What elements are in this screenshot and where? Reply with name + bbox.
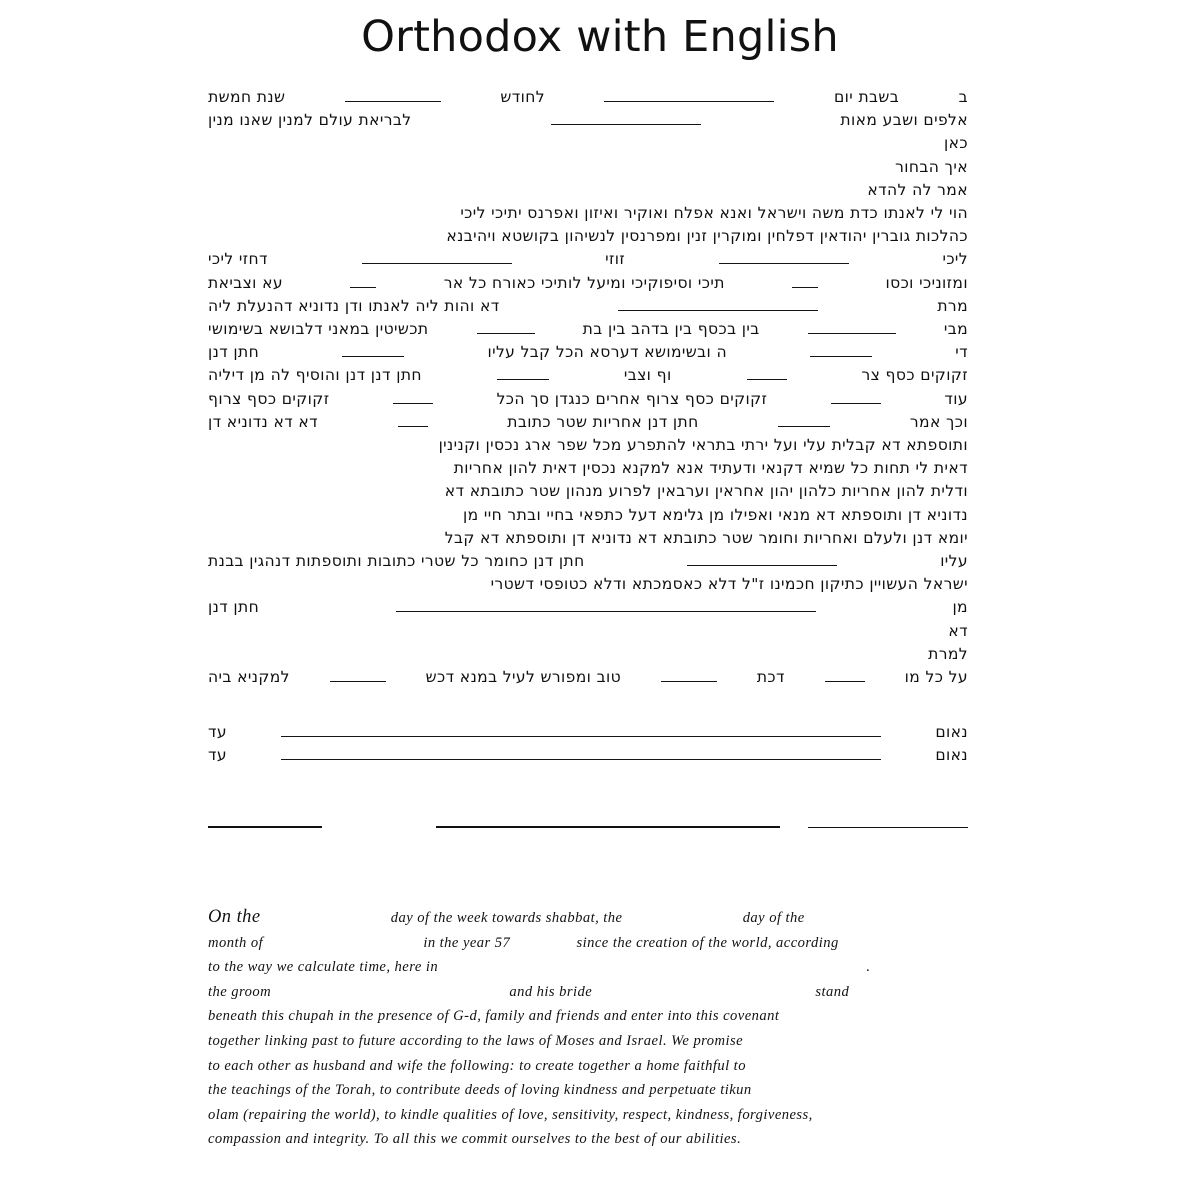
blank-rule: [618, 299, 818, 311]
hebrew-line-7: [208, 225, 968, 248]
english-line-10-text: compassion and integrity. To all this we commit ourselves to the best of our abilities.: [208, 1131, 742, 1148]
hebrew-line-7-text: כהלכות גוברין יהודאין דפלחין ומוקרין זנין ומפרנסין לנשיהון בקושטא ויהיבנא: [446, 227, 968, 246]
english-line-3-pre: to the way we calculate time, here in: [208, 959, 439, 976]
blank-rule: [398, 415, 428, 427]
blank-rule: [792, 275, 818, 287]
english-line-1: [208, 906, 968, 931]
blank-rule: [396, 600, 816, 612]
page-title: Orthodox with English: [361, 12, 839, 62]
rule-segment-3: [808, 827, 968, 828]
hebrew-line-1-left: לחודש: [500, 88, 545, 106]
hebrew-line-23-right: מן: [952, 598, 968, 617]
hebrew-line-28: [208, 721, 968, 744]
english-line-4-mid: and his bride: [509, 983, 593, 1000]
hebrew-line-29-right: נאום: [935, 746, 968, 765]
hebrew-line-5-right: אמר לה להדא: [867, 180, 968, 199]
hebrew-line-13-right: זקוקים כסף צר: [861, 366, 968, 385]
blank-rule: [810, 345, 872, 357]
hebrew-line-24: [208, 620, 968, 643]
hebrew-line-4-right: איך הבחור: [895, 157, 968, 176]
hebrew-line-19-text: נדוניא דן ותוספתא דא מנאי ואפילו מן גלימא דעל כתפאי בחיי ובתר חיי מן: [462, 505, 968, 524]
english-translation: [208, 906, 968, 1152]
hebrew-line-12-left: חתן דנן: [208, 343, 260, 362]
hebrew-line-21: [208, 550, 968, 573]
hebrew-line-8: [208, 248, 968, 271]
hebrew-line-9-left: עא וצביאת: [208, 273, 283, 292]
rule-segment-2: [436, 826, 780, 828]
blank-rule: [831, 391, 881, 403]
hebrew-line-1-mid: בשבת יום: [833, 88, 900, 106]
hebrew-line-26-left: למקניא ביה: [208, 668, 290, 687]
english-line-1-pre: On the: [208, 907, 261, 927]
signature-rules: [208, 826, 968, 840]
hebrew-line-11: [208, 318, 968, 341]
blank-rule: [393, 391, 433, 403]
blank-rule: [551, 113, 701, 125]
hebrew-line-14-left: זקוקים כסף צרוף: [208, 389, 330, 408]
hebrew-line-18: [208, 480, 968, 503]
hebrew-line-14-right: עוד: [944, 389, 968, 408]
hebrew-line-2-right: אלפים ושבע מאות: [840, 111, 968, 130]
blank-rule: [778, 415, 830, 427]
english-line-1-mid: day of the week towards shabbat, the: [390, 910, 623, 926]
hebrew-line-26-mid2: טוב ומפורש לעיל במנא דכש: [425, 668, 622, 687]
blank-rule: [350, 275, 376, 287]
hebrew-line-18-text: ודלית להון אחריות כלהון יהון אחראין וערבאין לפרוע מנהון שטר כתובתא דא: [444, 482, 968, 501]
blank-rule: [747, 368, 787, 380]
hebrew-line-4: [208, 156, 968, 179]
hebrew-line-29: [208, 744, 968, 767]
hebrew-line-1-right: ב: [958, 88, 968, 106]
hebrew-line-11-mid: בין בכסף בין בדהב בין בת: [582, 320, 760, 339]
hebrew-line-26: [208, 666, 968, 689]
hebrew-line-2-left: לבריאת עולם למנין שאנו מנין: [208, 111, 412, 130]
blank-rule: [719, 252, 849, 264]
english-line-2: [208, 931, 968, 956]
blank-rule: [342, 345, 404, 357]
hebrew-line-21-left: חתן דנן כחומר כל שטרי כתובות ותוספתות דנהגין בבנת: [208, 552, 585, 571]
english-line-8: [208, 1078, 968, 1103]
english-line-1-post: day of the: [742, 910, 805, 926]
blank-rule: [497, 368, 549, 380]
hebrew-line-16: [208, 434, 968, 457]
blank-rule: [661, 670, 717, 682]
hebrew-line-11-right: מבי: [943, 320, 968, 339]
english-line-6: [208, 1029, 968, 1054]
hebrew-line-15: [208, 411, 968, 434]
hebrew-line-9-mid: תיכי וסיפוקיכי ומיעל לותיכי כאורח כל אר: [443, 273, 725, 292]
english-line-5: [208, 1004, 968, 1029]
hebrew-line-22-text: ישראל העשויין כתיקון חכמינו ז"ל דלא כאסמכתא ודלא כטופסי דשטרי: [490, 575, 968, 594]
english-line-4-pre: the groom: [208, 983, 272, 1000]
english-line-2-post: since the creation of the world, according: [576, 934, 839, 951]
english-line-7: [208, 1054, 968, 1079]
blank-rule: [345, 90, 441, 102]
english-line-8-text: the teachings of the Torah, to contribute deeds of loving kindness and perpetuate tikun: [208, 1082, 752, 1099]
hebrew-line-11-left: תכשיטין במאני דלבושא בשימושי: [208, 320, 429, 339]
hebrew-line-25: [208, 643, 968, 666]
blank-rule: [281, 748, 881, 760]
blank-rule: [808, 322, 896, 334]
english-line-7-text: to each other as husband and wife the following: to create together a home faithful to: [208, 1057, 746, 1074]
hebrew-line-6-text: הוי לי לאנתו כדת משה וישראל ואנא אפלח ואוקיר ואיזון ואפרנס יתיכי ליכי: [460, 204, 968, 223]
hebrew-line-20-text: יומא דנן ולעלם ואחריות וחומר שטר כתובתא דא נדוניא דן ותוספתא דא קבל: [444, 528, 968, 547]
hebrew-line-28-right: נאום: [935, 723, 968, 742]
hebrew-line-23: [208, 596, 968, 619]
hebrew-line-14-mid: זקוקים כסף צרוף אחרים כנגדן סך הכל: [496, 389, 768, 408]
hebrew-line-22: [208, 573, 968, 596]
hebrew-line-5: [208, 179, 968, 202]
hebrew-line-15-mid: חתן דנן אחריות שטר כתובת: [507, 412, 699, 431]
english-line-9: [208, 1103, 968, 1128]
hebrew-line-8-mid: זוזי: [605, 250, 626, 269]
hebrew-line-17: [208, 457, 968, 480]
hebrew-line-28-left: עד: [208, 723, 227, 742]
english-line-3: [208, 955, 968, 980]
hebrew-line-1: [208, 86, 968, 109]
rule-segment-1: [208, 826, 322, 828]
hebrew-line-26-right: על כל מו: [904, 668, 968, 687]
english-line-4-post: stand: [815, 983, 850, 1000]
english-line-2-pre: month of: [208, 934, 264, 951]
hebrew-line-9: [208, 272, 968, 295]
hebrew-line-26-mid: דכת: [756, 668, 785, 687]
hebrew-line-15-right: וכך אמר: [909, 412, 968, 431]
hebrew-line-12-mid: ה ובשימושא דערסא הכל קבל עליו: [487, 343, 727, 362]
hebrew-line-8-left: דחזי ליכי: [208, 250, 268, 269]
blank-rule: [604, 90, 774, 102]
hebrew-line-21-right: עליו: [940, 552, 968, 571]
hebrew-line-15-left: דא דא נדוניא דן: [208, 412, 319, 431]
english-line-4: [208, 980, 968, 1005]
hebrew-line-13-left: חתן דנן דנן והוסיף לה מן דיליה: [208, 366, 422, 385]
english-line-10: [208, 1127, 968, 1152]
blank-rule: [281, 725, 881, 737]
hebrew-line-10-left: דא והות ליה לאנתו ודן נדוניא דהנעלת ליה: [208, 296, 500, 315]
hebrew-line-27: [208, 689, 968, 711]
blank-rule: [362, 252, 512, 264]
hebrew-line-6: [208, 202, 968, 225]
hebrew-line-13: [208, 364, 968, 387]
hebrew-line-19: [208, 504, 968, 527]
blank-rule: [477, 322, 535, 334]
hebrew-line-23-left: חתן דנן: [208, 598, 260, 617]
hebrew-line-9-right: ומזוניכי וכסו: [885, 273, 968, 292]
blank-rule: [330, 670, 386, 682]
hebrew-line-3-right: כאן: [944, 134, 968, 153]
hebrew-line-17-text: דאית לי תחות כל שמיא דקנאי ודעתיד אנא למקנא נכסין דאית להון אחריות: [453, 459, 968, 478]
english-line-5-text: beneath this chupah in the presence of G-d, family and friends and enter into this covenant: [208, 1008, 780, 1025]
hebrew-ketubah-text: [208, 86, 968, 768]
hebrew-line-12: [208, 341, 968, 364]
english-line-6-text: together linking past to future according to the laws of Moses and Israel. We promise: [208, 1032, 744, 1049]
hebrew-line-13-mid: וף וצבי: [623, 366, 672, 385]
hebrew-line-1-farleft: שנת חמשת: [208, 88, 286, 106]
blank-rule: [687, 554, 837, 566]
english-line-9-text: olam (repairing the world), to kindle qualities of love, sensitivity, respect, kindness, forgiveness,: [208, 1106, 813, 1123]
hebrew-line-20: [208, 527, 968, 550]
hebrew-line-24-right: דא: [948, 621, 968, 640]
hebrew-line-3: [208, 132, 968, 155]
hebrew-line-10: [208, 295, 968, 318]
hebrew-line-14: [208, 388, 968, 411]
hebrew-line-25-right: למרת: [928, 644, 968, 663]
english-line-3-period: .: [866, 959, 870, 976]
hebrew-line-16-text: ותוספתא דא קבלית עלי ועל ירתי בתראי להתפרע מכל שפר ארג נכסין וקנינין: [438, 436, 968, 455]
blank-rule: [825, 670, 865, 682]
hebrew-line-12-right: די: [955, 343, 968, 362]
hebrew-line-29-left: עד: [208, 746, 227, 765]
english-line-2-mid: in the year 57: [423, 934, 511, 951]
hebrew-line-10-right: מרת: [937, 296, 968, 315]
hebrew-line-8-right: ליכי: [942, 250, 968, 269]
hebrew-line-2: [208, 109, 968, 132]
